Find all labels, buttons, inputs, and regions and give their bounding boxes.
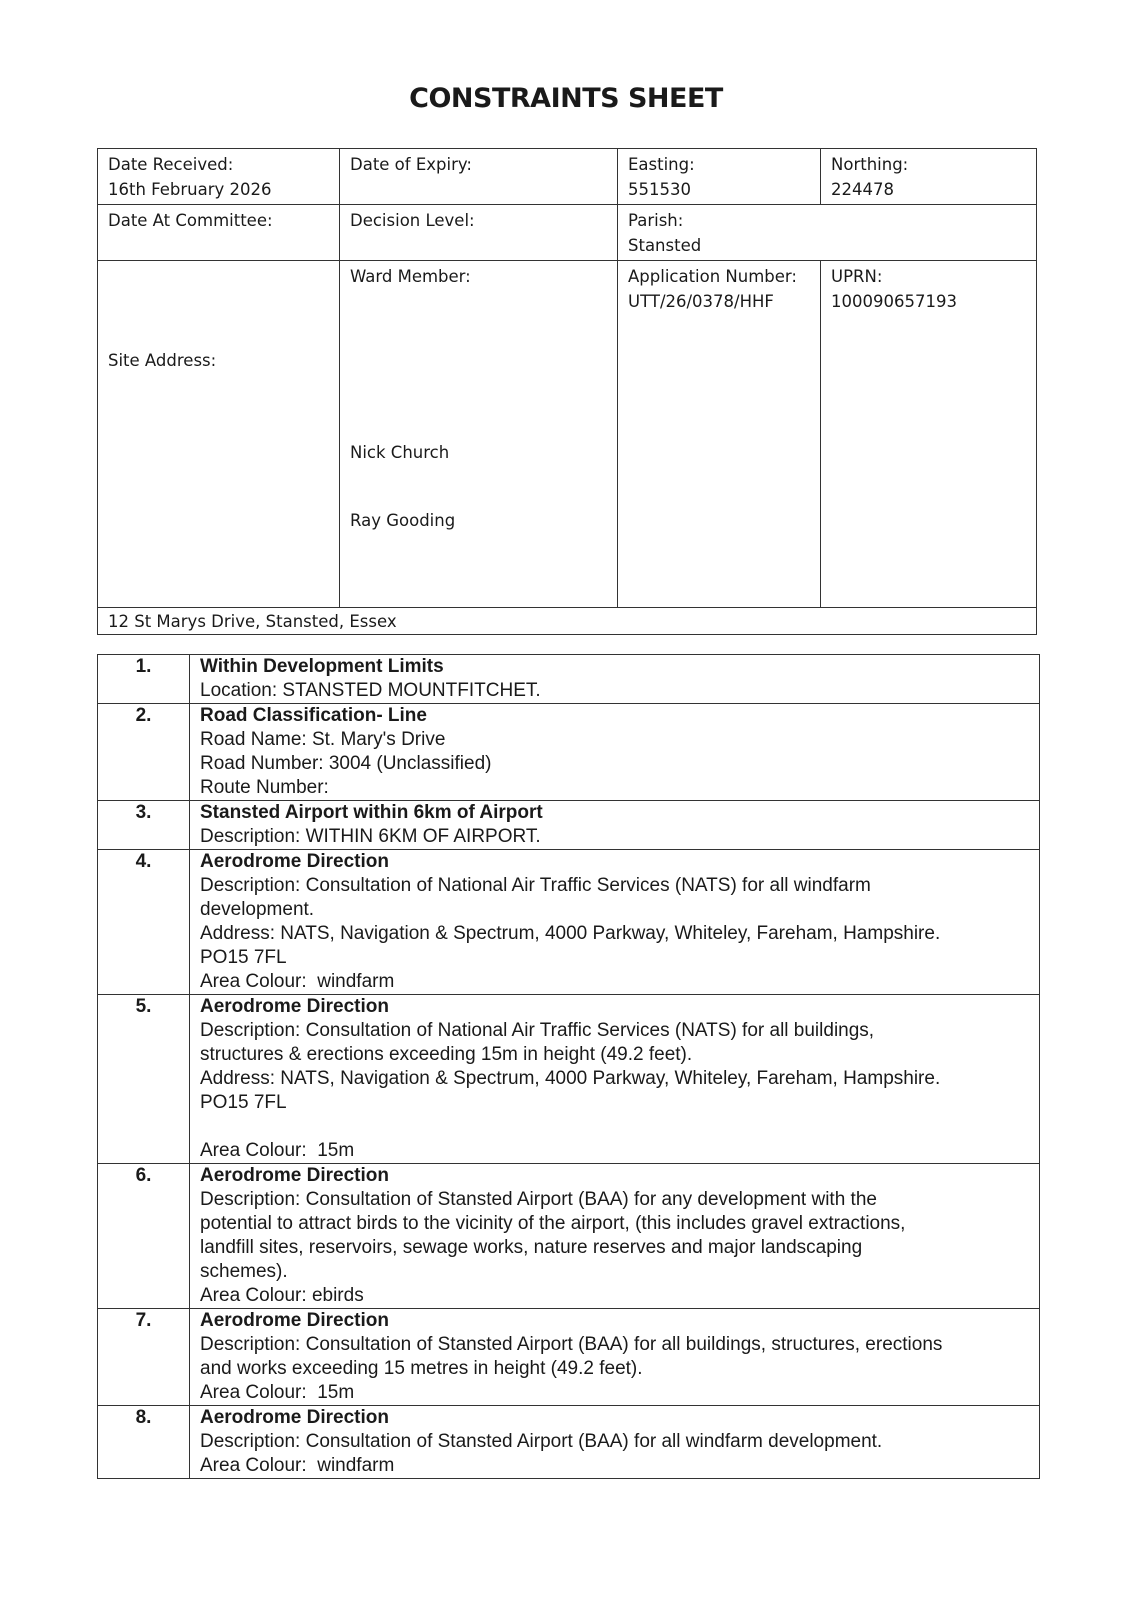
uprn-value: 100090657193 [831,292,957,311]
constraint-line: Description: Consultation of Stansted Airport (BAA) for any development with the [200,1189,877,1210]
constraint-line: Description: Consultation of Stansted Airport (BAA) for all windfarm development. [200,1431,883,1452]
constraint-number: 4. [98,850,190,995]
constraint-number: 1. [98,655,190,704]
constraint-row [98,1406,1040,1479]
date-at-committee-label: Date At Committee: [108,211,273,230]
constraint-details [190,704,1040,801]
constraint-heading: Aerodrome Direction [200,851,389,872]
date-at-committee-cell [98,205,340,261]
application-number-value: UTT/26/0378/HHF [628,292,774,311]
constraint-line: Description: WITHIN 6KM OF AIRPORT. [200,826,541,847]
constraint-row [98,704,1040,801]
uprn-label: UPRN: [831,267,883,286]
ward-member-cell [340,261,618,608]
decision-level-cell [340,205,618,261]
application-number-label: Application Number: [628,267,797,286]
decision-level-label: Decision Level: [350,211,475,230]
constraint-heading: Aerodrome Direction [200,996,389,1017]
constraint-line: structures & erections exceeding 15m in height (49.2 feet). [200,1044,693,1065]
constraint-line: schemes). [200,1261,288,1282]
constraint-number: 7. [98,1309,190,1406]
constraint-number: 5. [98,995,190,1164]
constraint-line: potential to attract birds to the vicinity of the airport, (this includes gravel extractions, [200,1213,906,1234]
constraint-details [190,801,1040,850]
constraint-line: Area Colour: 15m [200,1382,355,1403]
constraint-row [98,850,1040,995]
site-address-cell [98,608,1037,635]
constraint-line: Area Colour: windfarm [200,1455,395,1476]
constraint-details [190,850,1040,995]
constraint-row [98,1164,1040,1309]
constraint-line: Route Number: [200,777,329,798]
constraint-line: Description: Consultation of Stansted Airport (BAA) for all buildings, structures, erections [200,1334,943,1355]
parish-label: Parish: [628,211,684,230]
constraint-details [190,1164,1040,1309]
constraint-heading: Aerodrome Direction [200,1165,389,1186]
constraint-line: PO15 7FL [200,947,287,968]
constraint-line: Description: Consultation of National Air Traffic Services (NATS) for all buildings, [200,1020,875,1041]
constraint-row [98,1309,1040,1406]
constraint-line: Address: NATS, Navigation & Spectrum, 4000 Parkway, Whiteley, Fareham, Hampshire. [200,923,941,944]
date-received-label: Date Received: [108,155,234,174]
constraint-heading: Road Classification- Line [200,705,427,726]
constraint-line: development. [200,899,315,920]
constraint-line: and works exceeding 15 metres in height (49.2 feet). [200,1358,643,1379]
constraint-line: Location: STANSTED MOUNTFITCHET. [200,680,541,701]
site-address-label-cell [98,261,340,608]
northing-label: Northing: [831,155,909,174]
easting-cell [618,149,821,205]
ward-member-name: Ray Gooding [350,511,456,530]
parish-cell [618,205,1037,261]
constraint-line: Road Name: St. Mary's Drive [200,729,446,750]
site-address-label: Site Address: [108,351,217,370]
page-title: CONSTRAINTS SHEET [409,83,723,114]
application-info-table [97,148,1037,635]
constraint-number: 8. [98,1406,190,1479]
constraint-line: Description: Consultation of National Air Traffic Services (NATS) for all windfarm [200,875,871,896]
constraints-table [97,654,1040,1479]
date-of-expiry-label: Date of Expiry: [350,155,472,174]
date-received-cell [98,149,340,205]
constraint-line: Area Colour: ebirds [200,1285,364,1306]
constraint-row [98,655,1040,704]
northing-value: 224478 [831,180,894,199]
constraint-line: Area Colour: 15m [200,1140,355,1161]
constraint-line: Address: NATS, Navigation & Spectrum, 4000 Parkway, Whiteley, Fareham, Hampshire. [200,1068,941,1089]
constraint-row [98,801,1040,850]
ward-member-label: Ward Member: [350,267,471,286]
date-of-expiry-cell [340,149,618,205]
constraint-heading: Stansted Airport within 6km of Airport [200,802,543,823]
site-address-value: 12 St Marys Drive, Stansted, Essex [108,612,397,631]
constraint-details [190,995,1040,1164]
uprn-cell [821,261,1037,608]
date-received-value: 16th February 2026 [108,180,272,199]
constraint-line: PO15 7FL [200,1092,287,1113]
northing-cell [821,149,1037,205]
constraint-heading: Aerodrome Direction [200,1310,389,1331]
constraint-details [190,1406,1040,1479]
constraint-line: Area Colour: windfarm [200,971,395,992]
constraint-row [98,995,1040,1164]
constraint-number: 6. [98,1164,190,1309]
constraint-heading: Within Development Limits [200,656,444,677]
application-number-cell [618,261,821,608]
constraint-line: Road Number: 3004 (Unclassified) [200,753,492,774]
constraint-details [190,655,1040,704]
constraint-details [190,1309,1040,1406]
constraint-line [200,1115,1031,1139]
parish-value: Stansted [628,236,702,255]
constraint-line: landfill sites, reservoirs, sewage works, nature reserves and major landscaping [200,1237,863,1258]
constraint-heading: Aerodrome Direction [200,1407,389,1428]
easting-value: 551530 [628,180,691,199]
constraint-number: 3. [98,801,190,850]
ward-member-name: Nick Church [350,443,450,462]
constraint-number: 2. [98,704,190,801]
easting-label: Easting: [628,155,695,174]
